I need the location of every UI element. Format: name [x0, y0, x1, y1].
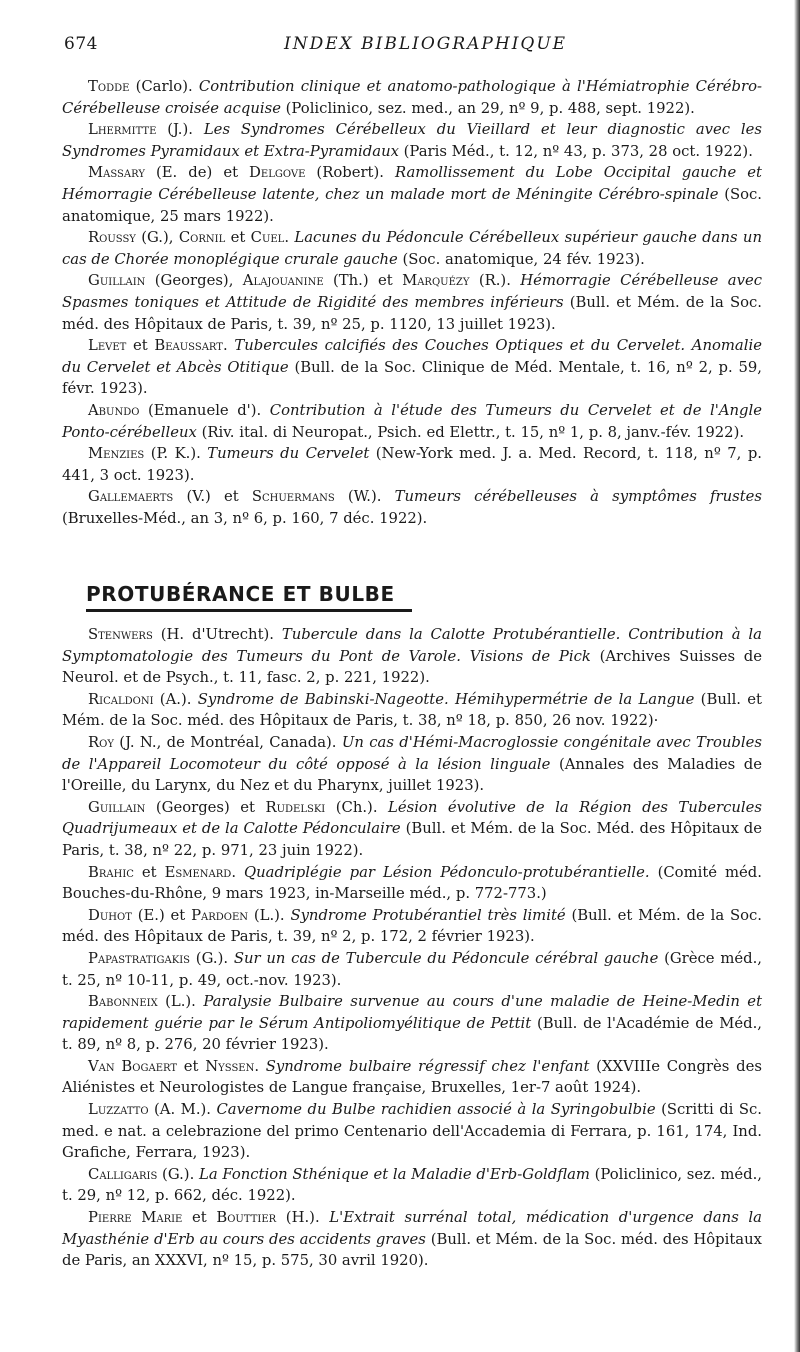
entry-title: Syndrome de Babinski-Nageotte. Hémihypermétrie de la Langue — [197, 690, 695, 708]
bibliography-entry — [62, 991, 762, 1056]
bibliography-entry — [62, 486, 762, 529]
entry-title: L'Extrait surrénal total, médication d'urgence dans la Myasthénie d'Erb au cours des accidents graves — [62, 1209, 762, 1248]
entry-title: Syndrome bulbaire régressif chez l'enfant — [265, 1057, 590, 1075]
entry-author: Menzies — [88, 445, 145, 463]
entry-title: Tubercule dans la Calotte Protubérantielle. Contribution à la Symptomatologie des Tumeurs du Pont de Varole. Visions de Pick — [62, 626, 762, 665]
entry-text: (L.). — [248, 906, 291, 924]
page-number: 674 — [64, 34, 98, 54]
entry-text: (G.). — [190, 949, 234, 967]
entry-source: (Policlinico, sez. med., an 29, nº 9, p. 488, sept. 1922). — [280, 99, 695, 117]
entry-title: Syndrome Protubérantiel très limité — [290, 906, 566, 924]
entry-title: Lésion évolutive de la Région des Tubercules Quadrijumeaux et de la Calotte Pédonculaire — [62, 798, 762, 838]
bibliography-entry — [62, 162, 762, 227]
entry-text: (G.), — [135, 229, 179, 247]
bibliography-entry — [62, 270, 762, 335]
entry-author: Van Bogaert — [88, 1057, 178, 1075]
entry-author: Pardoen — [191, 906, 249, 924]
entry-title: Ramollissement du Lobe Occipital gauche et Hémorragie Cérébelleuse latente, chez un malade mort de Méningite Cérébro-spinale — [62, 164, 762, 203]
entry-text: (Georges), — [145, 272, 243, 290]
entry-source: (Riv. ital. di Neuropat., Psich. ed Elettr., t. 15, nº 1, p. 8, janv.-fév. 1922). — [196, 423, 745, 441]
entry-title: Tubercules calcifiés des Couches Optiques et du Cervelet. Anomalie du Cervelet et Abcès Otitique — [62, 337, 762, 376]
entry-text: (Th.) et — [323, 272, 403, 290]
section-heading: PROTUBÉRANCE ET BULBE — [86, 582, 395, 606]
entry-source: (Paris Méd., t. 12, nº 43, p. 373, 28 oct. 1922). — [398, 142, 753, 160]
bibliography-entry — [62, 335, 762, 400]
entry-source: (Bruxelles-Méd., an 3, nº 6, p. 160, 7 déc. 1922). — [62, 509, 428, 527]
entry-text: . — [231, 863, 244, 881]
entry-title: Tumeurs cérébelleuses à symptômes frustes — [394, 488, 762, 506]
entry-text: (V.) et — [173, 488, 252, 506]
entry-author: Nyssen — [205, 1057, 255, 1075]
entry-author: Luzzatto — [88, 1101, 149, 1119]
entry-text: et — [182, 1209, 217, 1227]
entry-source: (Annales des Maladies de l'Oreille, du Larynx, du Nez et du Pharynx, juillet 1923). — [62, 755, 763, 795]
entry-source: (Soc. anatomique, 24 fév. 1923). — [397, 250, 645, 268]
entry-source: (Bull. et Mém. de la Soc. Méd. des Hôpitaux de Paris, t. 38, nº 22, p. 971, 23 juin 1922). — [62, 820, 762, 859]
running-title: INDEX BIBLIOGRAPHIQUE — [284, 34, 568, 54]
entry-author: Todde — [88, 78, 130, 95]
entry-author: Lhermitte — [88, 121, 157, 139]
bibliography-entry — [62, 1164, 762, 1207]
section-underline — [86, 609, 412, 612]
bibliography-entry — [62, 689, 762, 732]
entry-author: Roussy — [88, 229, 136, 247]
bibliography-entry — [62, 227, 762, 270]
entry-text: et — [225, 229, 251, 247]
entry-author: Pierre Marie — [88, 1209, 183, 1227]
bibliography-entry — [62, 1056, 762, 1099]
bibliography-entry — [62, 1099, 762, 1164]
entry-author: Bouttier — [216, 1209, 277, 1227]
entry-author: Duhot — [88, 906, 132, 924]
entry-text: (A.). — [153, 690, 198, 708]
entry-source: (Bull. et Mém. de la Soc. méd. des Hôpitaux de Paris, t. 38, nº 18, p. 850, 26 nov. 1922)· — [62, 690, 762, 730]
entry-title: Quadriplégie par Lésion Pédonculo-protubérantielle. — [243, 863, 650, 881]
bibliography-entry — [62, 862, 762, 905]
entry-text: (Carlo). — [129, 78, 199, 95]
entry-title: Lacunes du Pédoncule Cérébelleux supérieur gauche dans un cas de Chorée monoplégique crurale gauche — [62, 229, 762, 268]
entry-source: (Bull. de l'Académie de Méd., t. 89, nº 8, p. 276, 20 février 1923). — [62, 1014, 762, 1054]
entry-text: (E.) et — [131, 906, 192, 924]
bibliography-entry — [62, 443, 762, 486]
bibliography-list-top — [62, 76, 762, 529]
entry-text: et — [126, 337, 155, 355]
entry-text: (J.). — [156, 121, 204, 139]
entry-author: Esmenard — [164, 863, 232, 881]
bibliography-entry — [62, 119, 762, 162]
entry-author: Alajouanine — [242, 272, 324, 290]
entry-author: Cornil — [178, 229, 226, 247]
entry-author: Rudelski — [265, 798, 326, 816]
bibliography-list-bottom — [62, 624, 762, 1272]
bibliography-entry — [62, 400, 762, 443]
bibliography-entry — [62, 76, 762, 119]
entry-text: (G.). — [157, 1165, 200, 1183]
bibliography-entry — [62, 797, 762, 862]
entry-text: (H.). — [276, 1209, 330, 1227]
entry-author: Guillain — [88, 272, 146, 290]
bibliography-entry — [62, 1207, 762, 1272]
entry-source: (Soc. anatomique, 25 mars 1922). — [62, 185, 762, 225]
entry-source: (Bull. et Mém. de la Soc. méd. des Hôpitaux de Paris, t. 39, nº 2, p. 172, 2 février 1923). — [62, 906, 762, 946]
entry-text: . — [254, 1057, 266, 1075]
entry-text: et — [177, 1057, 206, 1075]
entry-author: Marquézy — [402, 272, 470, 290]
entry-title: Contribution à l'étude des Tumeurs du Cervelet et de l'Angle Ponto-cérébelleux — [62, 401, 763, 441]
entry-author: Cuel — [250, 229, 285, 247]
entry-text: (W.). — [334, 488, 395, 506]
entry-source: (New-York med. J. a. Med. Record, t. 118, nº 7, p. 441, 3 oct. 1923). — [62, 445, 762, 484]
entry-source: (Bull. et Mém. de la Soc. méd. des Hôpitaux de Paris, an XXXVI, nº 15, p. 575, 30 avril 1920). — [62, 1230, 762, 1270]
entry-source: (Archives Suisses de Neurol. et de Psych., t. 11, fasc. 2, p. 221, 1922). — [62, 647, 762, 687]
entry-author: Brahic — [88, 863, 134, 881]
entry-author: Massary — [88, 164, 145, 182]
entry-text: (H. d'Utrecht). — [152, 626, 282, 643]
entry-text: (L.). — [157, 993, 204, 1011]
entry-text: (J. N., de Montréal, Canada). — [113, 733, 342, 751]
entry-source: (Scritti di Sc. med. e nat. a celebrazione del primo Centenario dell'Accademia di Ferrara, p. 161, 174, Ind. Grafiche, Ferrara, 1923). — [62, 1101, 762, 1162]
entry-title: Un cas d'Hémi-Macroglossie congénitale avec Troubles de l'Appareil Locomoteur du côté opposé à la lésion linguale — [62, 733, 762, 773]
entry-title: Les Syndromes Cérébelleux du Vieillard et leur diagnostic avec les Syndromes Pyramidaux et Extra-Pyramidaux — [62, 121, 762, 160]
entry-title: Sur un cas de Tubercule du Pédoncule cérébral gauche — [233, 949, 659, 967]
entry-text: (P. K.). — [144, 445, 208, 463]
entry-author: Babonneix — [88, 993, 158, 1011]
entry-author: Delgove — [249, 164, 306, 182]
entry-text: (Georges) et — [145, 798, 266, 816]
entry-title: Contribution clinique et anatomo-pathologique à l'Hémiatrophie Cérébro-Cérébelleuse croisée acquise — [62, 78, 762, 117]
entry-text: et — [133, 863, 165, 881]
entry-text: (Emanuele d'). — [139, 401, 270, 419]
entry-author: Levet — [88, 337, 127, 355]
entry-author: Beaussart — [154, 337, 223, 355]
bibliography-entry — [62, 624, 762, 689]
entry-author: Calligaris — [88, 1165, 158, 1183]
entry-author: Gallemaerts — [88, 488, 174, 506]
entry-source: (XXVIIIe Congrès des Aliénistes et Neurologistes de Langue française, Bruxelles, 1er-7 août 1924). — [62, 1057, 762, 1097]
entry-title: La Fonction Sthénique et la Maladie d'Erb-Goldflam — [199, 1165, 590, 1183]
entry-title: Cavernome du Bulbe rachidien associé à la Syringobulbie — [216, 1101, 656, 1119]
entry-source: (Bull. de la Soc. Clinique de Méd. Mentale, t. 16, nº 2, p. 59, févr. 1923). — [62, 358, 763, 398]
entry-text: (R.). — [469, 272, 521, 290]
entry-title: Hémorragie Cérébelleuse avec Spasmes toniques et Attitude de Rigidité des membres inférieurs — [62, 272, 762, 311]
entry-text: (Robert). — [305, 164, 395, 182]
entry-author: Schuermans — [251, 488, 335, 506]
entry-author: Guillain — [88, 798, 146, 816]
entry-author: Roy — [88, 733, 114, 751]
entry-source: (Comité méd. Bouches-du-Rhône, 9 mars 1923, in-Marseille méd., p. 772-773.) — [62, 863, 762, 903]
entry-author: Stenwers — [88, 626, 153, 643]
page-edge-shadow — [794, 0, 800, 1352]
bibliography-entry — [62, 732, 762, 797]
entry-author: Abundo — [88, 401, 140, 419]
entry-text: (Ch.). — [325, 798, 389, 816]
entry-text: . — [222, 337, 235, 355]
entry-source: (Grèce méd., t. 25, nº 10-11, p. 49, oct.-nov. 1923). — [62, 949, 762, 989]
entry-title: Paralysie Bulbaire survenue au cours d'une maladie de Heine-Medin et rapidement guérie par le Sérum Antipoliomyélitique de Pettit — [62, 993, 763, 1032]
entry-author: Ricaldoni — [88, 690, 154, 708]
entry-source: (Policlinico, sez. méd., t. 29, nº 12, p. 662, déc. 1922). — [62, 1165, 762, 1205]
entry-text: . — [284, 229, 295, 247]
entry-text: (A. M.). — [148, 1101, 217, 1119]
entry-title: Tumeurs du Cervelet — [207, 445, 370, 463]
entry-author: Papastratigakis — [88, 949, 191, 967]
bibliography-entry — [62, 905, 762, 948]
page-header — [64, 34, 764, 58]
entry-text: (E. de) et — [144, 164, 250, 182]
bibliography-entry — [62, 948, 762, 991]
entry-source: (Bull. et Mém. de la Soc. méd. des Hôpitaux de Paris, t. 39, nº 25, p. 1120, 13 juillet 1923). — [62, 293, 763, 333]
